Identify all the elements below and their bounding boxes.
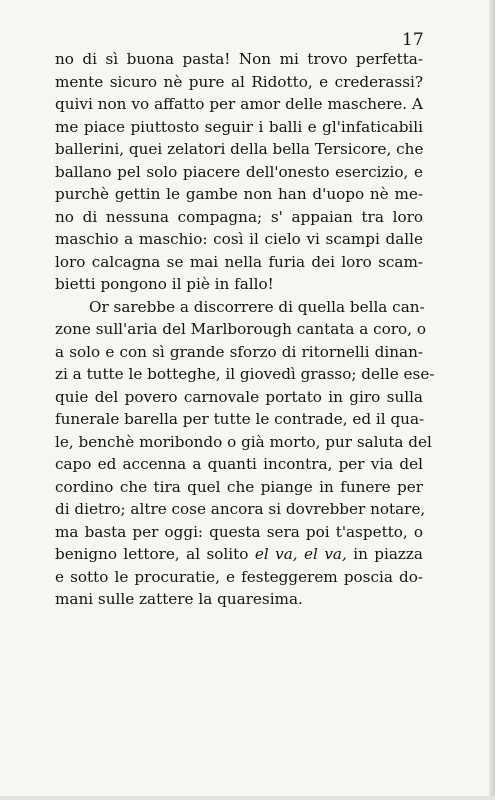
text-line: bietti pongono il piè in fallo! (55, 275, 274, 293)
line-segment: in piazza (346, 545, 423, 563)
text-line: e sotto le procuratie, e festeggerem poscia do- (55, 567, 423, 586)
text-line: a solo e con sì grande sforzo di ritornelli dinan- (55, 342, 423, 361)
text-line-with-italic (55, 543, 423, 566)
text-line: mani sulle zattere la quaresima. (55, 590, 303, 608)
page-bottom-edge (0, 796, 495, 800)
italic-phrase: el va, el va, (254, 545, 347, 563)
text-line: funerale barella per tutte le contrade, ed il qua- (55, 410, 425, 428)
text-line: di dietro; altre cose ancora si dovrebber notare, (55, 500, 426, 518)
text-line: ballerini, quei zelatori della bella Tersicore, che (55, 140, 424, 158)
line-segment: benigno lettore, al solito (55, 545, 255, 563)
text-line: cordino che tira quel che piange in funere per (55, 477, 423, 496)
text-line: Or sarebbe a discorrere di quella bella can- (89, 297, 425, 316)
text-line: capo ed accenna a quanti incontra, per via del (55, 455, 423, 473)
page-edge-shadow (489, 0, 495, 800)
text-line: no di nessuna compagna; s' appaian tra loro (55, 207, 423, 226)
text-line: zone sull'aria del Marlborough cantata a coro, o (55, 320, 426, 338)
text-line: purchè gettin le gambe non han d'uopo nè me- (55, 185, 423, 203)
page-number: 17 (402, 30, 424, 50)
text-line: ballano pel solo piacere dell'onesto esercizio, e (55, 162, 423, 181)
text-line: zi a tutte le botteghe, il giovedì grasso; delle ese- (55, 365, 435, 383)
text-line: no di sì buona pasta! Non mi trovo perfetta- (55, 50, 423, 68)
text-line: quie del povero carnovale portato in giro sulla (55, 387, 423, 406)
text-line: loro calcagna se mai nella furia dei loro scam- (55, 252, 423, 271)
body-text (55, 48, 435, 611)
text-line: quivi non vo affatto per amor delle maschere. A (55, 95, 423, 113)
text-line: le, benchè moribondo o già morto, pur saluta del (55, 432, 432, 451)
text-line: ma basta per oggi: questa sera poi t'aspetto, o (55, 522, 423, 541)
text-line: me piace piuttosto seguir i balli e gl'infaticabili (55, 117, 423, 136)
text-line: mente sicuro nè pure al Ridotto, e crederassi? (55, 72, 423, 91)
text-line: maschio a maschio: così il cielo vi scampi dalle (55, 230, 423, 248)
